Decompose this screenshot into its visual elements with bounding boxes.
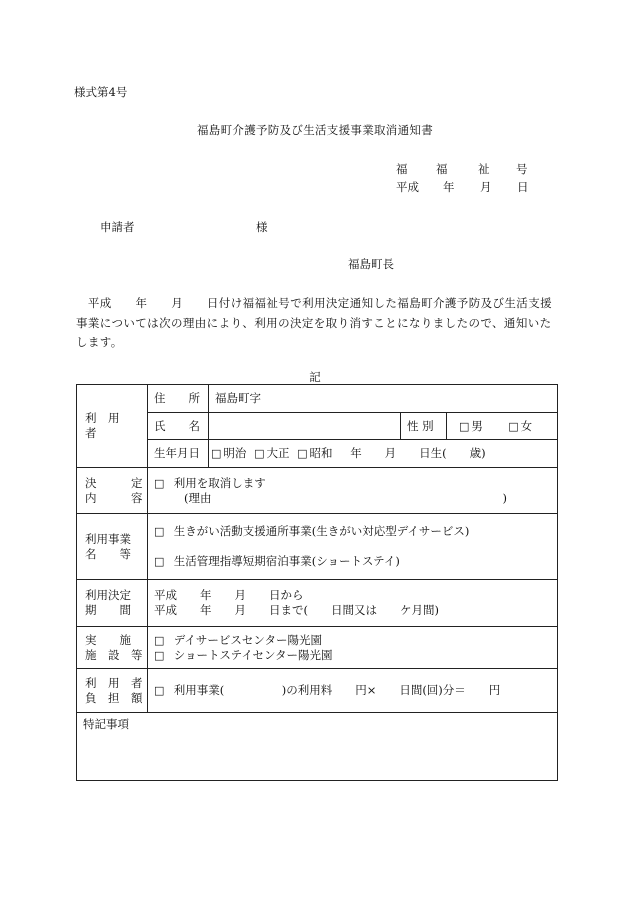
checkbox-icon: □ xyxy=(154,476,165,490)
row-address xyxy=(77,385,558,413)
form-number: 様式第4号 xyxy=(74,85,128,99)
facility-option: □ デイサービスセンター陽光園 xyxy=(154,632,322,647)
period-label-2: 期 間 xyxy=(85,603,131,617)
decision-label-2: 内 容 xyxy=(85,490,143,505)
sex-options xyxy=(447,413,558,440)
burden-label-cell xyxy=(77,669,148,713)
checkbox-icon: □ xyxy=(297,447,308,460)
decision-label-1: 決 定 xyxy=(85,475,143,490)
checkbox-icon: □ xyxy=(508,419,519,433)
sex-female: 女 xyxy=(520,418,533,433)
checkbox-icon: □ xyxy=(254,447,265,460)
service-options xyxy=(148,514,558,580)
applicant-line xyxy=(100,219,268,235)
ref-char: 福 xyxy=(396,162,408,176)
checkbox-icon: □ xyxy=(154,648,165,662)
issuer: 福島町長 xyxy=(348,257,394,271)
decision-line-2: (理由 ) xyxy=(184,490,508,505)
sex-male: 男 xyxy=(471,418,483,433)
checkbox-icon: □ xyxy=(154,633,165,647)
date-day: 日 xyxy=(517,180,529,194)
reference-number xyxy=(396,161,528,177)
service-option: □ 生きがい活動支援通所事業(生きがい対応型デイサービス) xyxy=(154,524,470,538)
period-content xyxy=(148,580,558,627)
checkbox-icon: □ xyxy=(211,447,222,460)
period-line-1: 平成 年 月 日から xyxy=(154,588,304,602)
address-value: 福島町字 xyxy=(209,385,558,413)
decision-content xyxy=(148,468,558,514)
sex-label: 性 別 xyxy=(401,413,447,440)
ref-char: 祉 xyxy=(478,162,490,176)
row-name xyxy=(77,413,558,440)
date-year: 年 xyxy=(443,180,455,194)
user-label-cell xyxy=(77,385,148,468)
row-period xyxy=(77,580,558,627)
name-label: 氏 名 xyxy=(148,413,209,440)
row-facility xyxy=(77,627,558,669)
service-label-1: 利用事業 xyxy=(85,531,131,546)
era-taisho: 大正 xyxy=(266,446,290,460)
name-value xyxy=(209,413,401,440)
service-option: □ 生活管理指導短期宿泊事業(ショートステイ) xyxy=(154,554,400,568)
facility-label-cell xyxy=(77,627,148,669)
ref-char: 号 xyxy=(516,162,528,176)
burden-text: 利用事業( )の利用料 円× 日間(回)分＝ 円 xyxy=(173,683,501,697)
decision-label-cell xyxy=(77,468,148,514)
facility-option: □ ショートステイセンター陽光園 xyxy=(154,647,333,662)
dob-label: 生年月日 xyxy=(148,440,209,468)
remarks-cell xyxy=(77,713,558,781)
user-label: 利 用 者 xyxy=(85,411,131,440)
remarks-label: 特記事項 xyxy=(83,717,129,731)
row-decision xyxy=(77,468,558,514)
checkbox-icon: □ xyxy=(154,555,165,568)
period-label-1: 利用決定 xyxy=(85,588,131,602)
address-label: 住 所 xyxy=(148,385,209,413)
reference-date xyxy=(396,179,529,195)
document-title: 福島町介護予防及び生活支援事業取消通知書 xyxy=(197,123,433,137)
date-era: 平成 xyxy=(396,180,419,194)
burden-content xyxy=(148,669,558,713)
service-label-cell xyxy=(77,514,148,580)
row-burden xyxy=(77,669,558,713)
period-line-2: 平成 年 月 日まで( 日間又は ケ月間) xyxy=(154,603,439,617)
ref-char: 福 xyxy=(436,162,448,176)
date-month: 月 xyxy=(480,180,492,194)
dob-value xyxy=(209,440,558,468)
decision-line-1: □ 利用を取消します xyxy=(154,475,266,490)
row-service xyxy=(77,514,558,580)
era-meiji: 明治 xyxy=(223,446,247,460)
era-showa: 昭和 xyxy=(309,446,333,460)
facility-label-1: 実 施 xyxy=(85,632,131,647)
checkbox-icon: □ xyxy=(154,684,165,697)
facility-options xyxy=(148,627,558,669)
checkbox-icon: □ xyxy=(459,419,470,433)
applicant-honorific: 様 xyxy=(256,220,268,234)
burden-label-2: 負 担 額 xyxy=(85,690,143,705)
checkbox-icon: □ xyxy=(154,525,165,538)
row-dob xyxy=(77,440,558,468)
applicant-label: 申請者 xyxy=(100,220,135,234)
dob-rest: 年 月 日生( 歳) xyxy=(350,446,486,460)
notice-table xyxy=(76,384,558,781)
ki-heading: 記 xyxy=(309,370,321,384)
burden-label-1: 利 用 者 xyxy=(85,675,143,690)
period-label-cell xyxy=(77,580,148,627)
service-label-2: 名 等 xyxy=(85,546,131,561)
row-remarks xyxy=(77,713,558,781)
facility-label-2: 施 設 等 xyxy=(85,647,143,662)
notice-body: 平成 年 月 日付け福福祉号で利用決定通知した福島町介護予防及び生活支援事業については次の理由により、利用の決定を取り消すことになりましたので、通知いたします。 xyxy=(76,296,552,349)
